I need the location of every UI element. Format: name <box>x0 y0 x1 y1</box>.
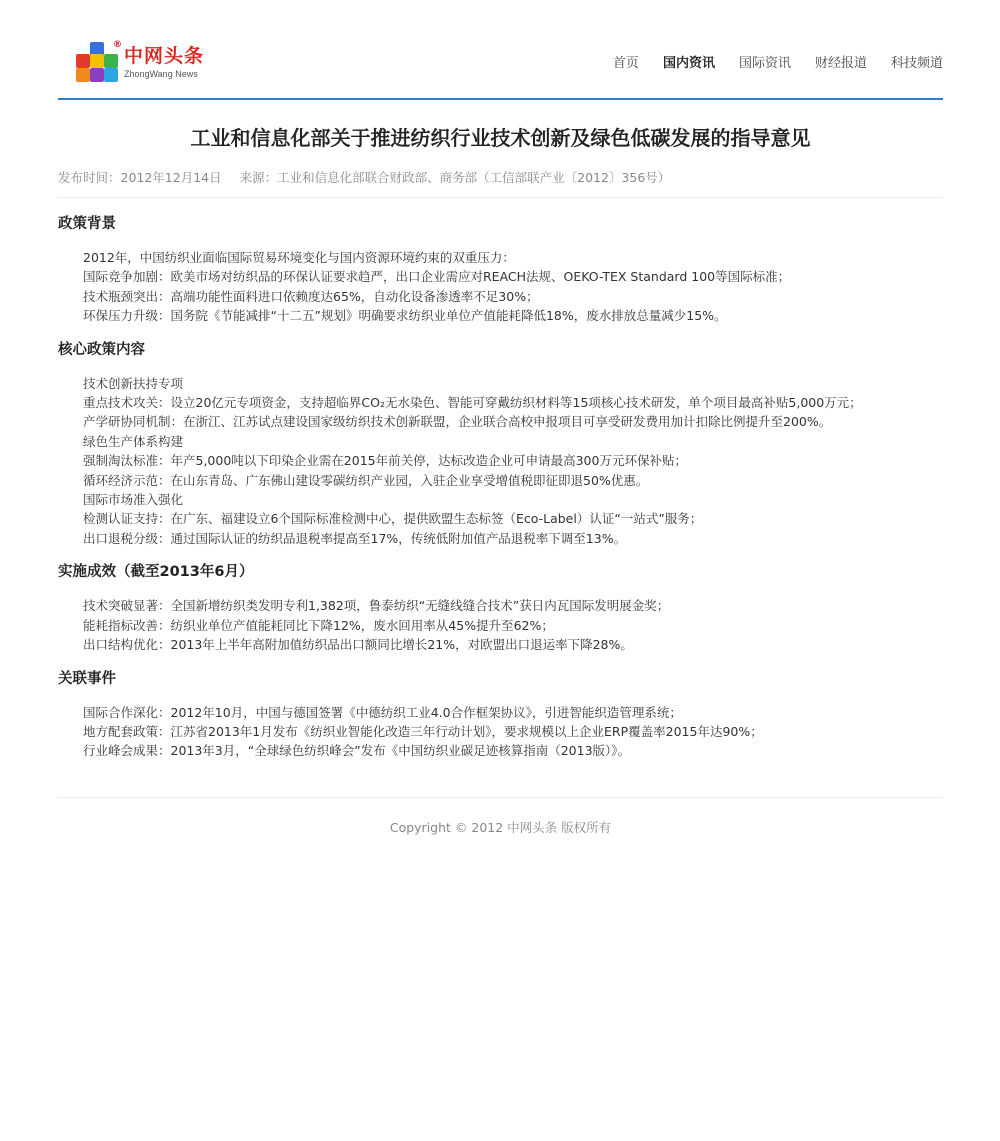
paragraph-line: 2012年，中国纺织业面临国际贸易环境变化与国内资源环境约束的双重压力： <box>83 250 515 265</box>
site-footer <box>58 797 943 836</box>
paragraph-line: 国际市场准入强化 <box>83 492 184 508</box>
paragraph-line: 产学研协同机制：在浙江、江苏试点建设国家级纺织技术创新联盟，企业联合高校申报项目可享受研发费用加计扣除比例提升至200%。 <box>83 414 832 430</box>
section-title: 政策背景 <box>58 216 116 232</box>
paragraph-line: 出口结构优化：2013年上半年高附加值纺织品出口额同比增长21%，对欧盟出口退运率下降28%。 <box>83 637 633 653</box>
copyright-text: Copyright © 2012 中网头条 版权所有 <box>389 820 612 835</box>
paragraph-line: 地方配套政策：江苏省2013年1月发布《纺织业智能化改造三年行动计划》，要求规模以上企业ERP覆盖率2015年达90%； <box>83 723 763 739</box>
section-title: 关联事件 <box>58 670 116 687</box>
page <box>58 0 943 835</box>
nav-domestic-news[interactable]: 国内资讯 <box>662 56 715 71</box>
site-header <box>58 0 943 100</box>
section-related-events <box>58 703 943 761</box>
section-core-policy <box>58 374 943 549</box>
paragraph-line: 环保压力升级：国务院《节能减排“十二五”规划》明确要求纺织业单位产值能耗降低18%，废水排放总量减少15%。 <box>83 308 727 324</box>
section-title: 核心政策内容 <box>58 341 145 358</box>
paragraph-line: 能耗指标改善：纺织业单位产值能耗同比下降12%，废水回用率从45%提升至62%； <box>83 617 554 633</box>
registered-mark: ® <box>113 40 122 50</box>
nav-home[interactable]: 首页 <box>612 56 639 71</box>
paragraph-line: 循环经济示范：在山东青岛、广东佛山建设零碳纺织产业园，入驻企业享受增值税即征即退50%优惠。 <box>83 472 649 488</box>
paragraph-line: 国际竞争加剧：欧美市场对纺织品的环保认证要求趋严，出口企业需应对REACH法规、OEKO-TEX Standard 100等国际标准； <box>83 269 791 285</box>
paragraph-line: 绿色生产体系构建 <box>83 433 184 449</box>
section-policy-background <box>58 248 943 326</box>
paragraph-line: 技术创新扶持专项 <box>83 375 184 391</box>
nav-finance[interactable]: 财经报道 <box>814 56 867 71</box>
article-meta <box>58 168 943 198</box>
nav-technology[interactable]: 科技频道 <box>890 56 943 71</box>
section-results <box>58 596 943 654</box>
article-title: 工业和信息化部关于推进纺织行业技术创新及绿色低碳发展的指导意见 <box>190 126 811 150</box>
paragraph-line: 技术瓶颈突出：高端功能性面料进口依赖度达65%，自动化设备渗透率不足30%； <box>83 288 539 304</box>
paragraph-line: 技术突破显著：全国新增纺织类发明专利1,382项，鲁泰纺织“无缝线缝合技术”获日内瓦国际发明展金奖； <box>83 598 670 614</box>
logo-subtitle: ZhongWang News <box>124 69 198 79</box>
paragraph-line: 重点技术攻关：设立20亿元专项资金，支持超临界CO₂无水染色、智能可穿戴纺织材料等15项核心技术研发，单个项目最高补贴5,000万元； <box>83 395 862 411</box>
paragraph-line: 强制淘汰标准：年产5,000吨以下印染企业需在2015年前关停，达标改造企业可申请最高300万元环保补贴； <box>83 453 687 469</box>
article-body <box>58 214 943 775</box>
paragraph-line: 国际合作深化：2012年10月，中国与德国签署《中德纺织工业4.0合作框架协议》，引进智能织造管理系统； <box>83 704 682 720</box>
section-title: 实施成效（截至2013年6月） <box>58 564 254 581</box>
publish-time: 发布时间：2012年12月14日 <box>58 170 222 185</box>
paragraph-line: 出口退税分级：通过国际认证的纺织品退税率提高至17%，传统低附加值产品退税率下调至13%。 <box>83 530 627 546</box>
logo-title: 中网头条 <box>124 45 205 67</box>
paragraph-line: 行业峰会成果：2013年3月，“全球绿色纺织峰会”发布《中国纺织业碳足迹核算指南（2013版）》。 <box>83 743 631 759</box>
paragraph-line: 检测认证支持：在广东、福建设立6个国际标准检测中心，提供欧盟生态标签（Eco-Label）认证“一站式”服务； <box>83 511 703 527</box>
site-logo[interactable] <box>76 42 204 84</box>
main-nav <box>589 52 943 71</box>
nav-international-news[interactable]: 国际资讯 <box>738 56 791 71</box>
article-source: 来源：工业和信息化部联合财政部、商务部（工信部联产业〔2012〕356号） <box>239 170 671 185</box>
colored-cubes-logo-icon <box>76 40 122 84</box>
